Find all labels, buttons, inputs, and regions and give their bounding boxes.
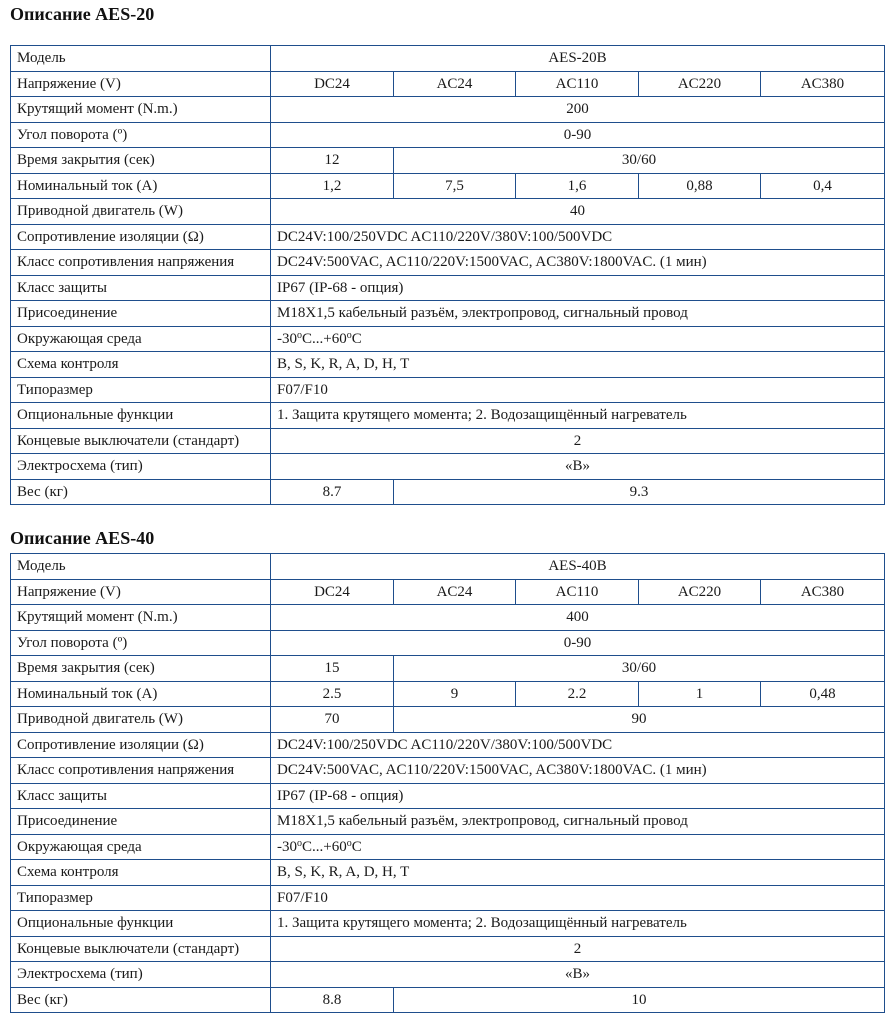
section-title: Описание AES-20 [10,4,155,24]
row-connection [11,301,885,327]
env-high: C [351,838,362,855]
wiring-value: «B» [271,454,885,480]
current-value: 9 [394,681,516,707]
row-label: Электросхема (тип) [11,962,271,988]
row-label: Крутящий момент (N.m.) [11,605,271,631]
row-voltage-class [11,250,885,276]
row-close-time [11,148,885,174]
voltage-value: AC110 [516,579,639,605]
row-options [11,403,885,429]
current-value: 1 [639,681,761,707]
row-label: Вес (кг) [11,479,271,505]
env-high: C [351,330,362,347]
row-label: Угол поворота (º) [11,122,271,148]
motor-value: 40 [271,199,885,225]
angle-value: 0-90 [271,122,885,148]
row-label: Класс сопротивления напряжения [11,758,271,784]
degree-mark: o [297,837,302,849]
row-insulation [11,732,885,758]
limit-switches-value: 2 [271,936,885,962]
row-label: Модель [11,554,271,580]
current-value: 1,2 [271,173,394,199]
row-control [11,860,885,886]
current-value: 2.2 [516,681,639,707]
voltage-class-value: DC24V:500VAC, AC110/220V:1500VAC, AC380V:1800VAC. (1 мин) [271,250,885,276]
row-label: Номинальный ток (A) [11,681,271,707]
motor-ac-value: 90 [394,707,885,733]
close-time-ac-value: 30/60 [394,148,885,174]
model-value: AES-20B [271,46,885,72]
current-value: 7,5 [394,173,516,199]
connection-value: M18X1,5 кабельный разъём, электропровод, сигнальный провод [271,301,885,327]
row-label: Номинальный ток (A) [11,173,271,199]
voltage-value: DC24 [271,579,394,605]
row-motor [11,199,885,225]
environment-value [271,834,885,860]
voltage-value: AC110 [516,71,639,97]
row-label: Класс сопротивления напряжения [11,250,271,276]
voltage-value: DC24 [271,71,394,97]
row-label: Типоразмер [11,377,271,403]
current-value: 0,4 [761,173,885,199]
row-label: Сопротивление изоляции (Ω) [11,224,271,250]
row-label: Время закрытия (сек) [11,148,271,174]
row-label: Класс защиты [11,783,271,809]
voltage-value: AC380 [761,71,885,97]
spec-table-aes-20 [10,45,885,505]
control-value: B, S, K, R, A, D, H, T [271,860,885,886]
row-torque [11,97,885,123]
row-control [11,352,885,378]
size-value: F07/F10 [271,377,885,403]
close-time-ac-value: 30/60 [394,656,885,682]
section-title: Описание AES-40 [10,528,155,548]
row-protection [11,275,885,301]
row-close-time [11,656,885,682]
motor-dc-value: 70 [271,707,394,733]
weight-ac-value: 10 [394,987,885,1013]
row-environment [11,834,885,860]
row-label: Концевые выключатели (стандарт) [11,936,271,962]
degree-mark: o [346,837,352,849]
row-label: Окружающая среда [11,326,271,352]
row-label: Напряжение (V) [11,579,271,605]
row-label: Приводной двигатель (W) [11,707,271,733]
row-wiring [11,454,885,480]
row-label: Схема контроля [11,352,271,378]
limit-switches-value: 2 [271,428,885,454]
env-mid: C...+60 [302,330,347,347]
row-model [11,46,885,72]
torque-value: 400 [271,605,885,631]
row-motor [11,707,885,733]
row-current [11,173,885,199]
protection-value: IP67 (IP-68 - опция) [271,275,885,301]
row-weight [11,479,885,505]
options-value: 1. Защита крутящего момента; 2. Водозащищённый нагреватель [271,911,885,937]
row-label: Присоединение [11,301,271,327]
model-value: AES-40B [271,554,885,580]
row-environment [11,326,885,352]
insulation-value: DC24V:100/250VDC AC110/220V/380V:100/500VDC [271,732,885,758]
row-size [11,377,885,403]
row-wiring [11,962,885,988]
row-model [11,554,885,580]
row-size [11,885,885,911]
close-time-dc-value: 15 [271,656,394,682]
row-voltage-class [11,758,885,784]
voltage-class-value: DC24V:500VAC, AC110/220V:1500VAC, AC380V:1800VAC. (1 мин) [271,758,885,784]
current-value: 0,88 [639,173,761,199]
torque-value: 200 [271,97,885,123]
env-mid: C...+60 [302,838,347,855]
row-label: Концевые выключатели (стандарт) [11,428,271,454]
row-label: Схема контроля [11,860,271,886]
voltage-value: AC380 [761,579,885,605]
row-angle [11,122,885,148]
row-label: Крутящий момент (N.m.) [11,97,271,123]
degree-mark: o [346,329,352,341]
row-torque [11,605,885,631]
row-limit-switches [11,428,885,454]
protection-value: IP67 (IP-68 - опция) [271,783,885,809]
row-label: Присоединение [11,809,271,835]
row-label: Опциональные функции [11,911,271,937]
control-value: B, S, K, R, A, D, H, T [271,352,885,378]
spec-table-aes-40 [10,553,885,1013]
row-label: Сопротивление изоляции (Ω) [11,732,271,758]
options-value: 1. Защита крутящего момента; 2. Водозащищённый нагреватель [271,403,885,429]
connection-value: M18X1,5 кабельный разъём, электропровод, сигнальный провод [271,809,885,835]
row-label: Вес (кг) [11,987,271,1013]
row-protection [11,783,885,809]
env-low: -30 [277,838,297,855]
row-voltage [11,71,885,97]
row-weight [11,987,885,1013]
environment-value [271,326,885,352]
row-angle [11,630,885,656]
row-insulation [11,224,885,250]
row-label: Типоразмер [11,885,271,911]
voltage-value: AC24 [394,71,516,97]
row-label: Опциональные функции [11,403,271,429]
angle-value: 0-90 [271,630,885,656]
size-value: F07/F10 [271,885,885,911]
close-time-dc-value: 12 [271,148,394,174]
current-value: 0,48 [761,681,885,707]
insulation-value: DC24V:100/250VDC AC110/220V/380V:100/500VDC [271,224,885,250]
row-label: Окружающая среда [11,834,271,860]
wiring-value: «B» [271,962,885,988]
row-options [11,911,885,937]
voltage-value: AC220 [639,71,761,97]
row-connection [11,809,885,835]
row-label: Электросхема (тип) [11,454,271,480]
row-label: Класс защиты [11,275,271,301]
weight-dc-value: 8.7 [271,479,394,505]
weight-ac-value: 9.3 [394,479,885,505]
row-label: Время закрытия (сек) [11,656,271,682]
row-voltage [11,579,885,605]
voltage-value: AC24 [394,579,516,605]
voltage-value: AC220 [639,579,761,605]
weight-dc-value: 8.8 [271,987,394,1013]
row-label: Модель [11,46,271,72]
row-label: Приводной двигатель (W) [11,199,271,225]
row-label: Напряжение (V) [11,71,271,97]
current-value: 2.5 [271,681,394,707]
degree-mark: o [297,329,302,341]
row-limit-switches [11,936,885,962]
row-label: Угол поворота (º) [11,630,271,656]
row-current [11,681,885,707]
env-low: -30 [277,330,297,347]
current-value: 1,6 [516,173,639,199]
